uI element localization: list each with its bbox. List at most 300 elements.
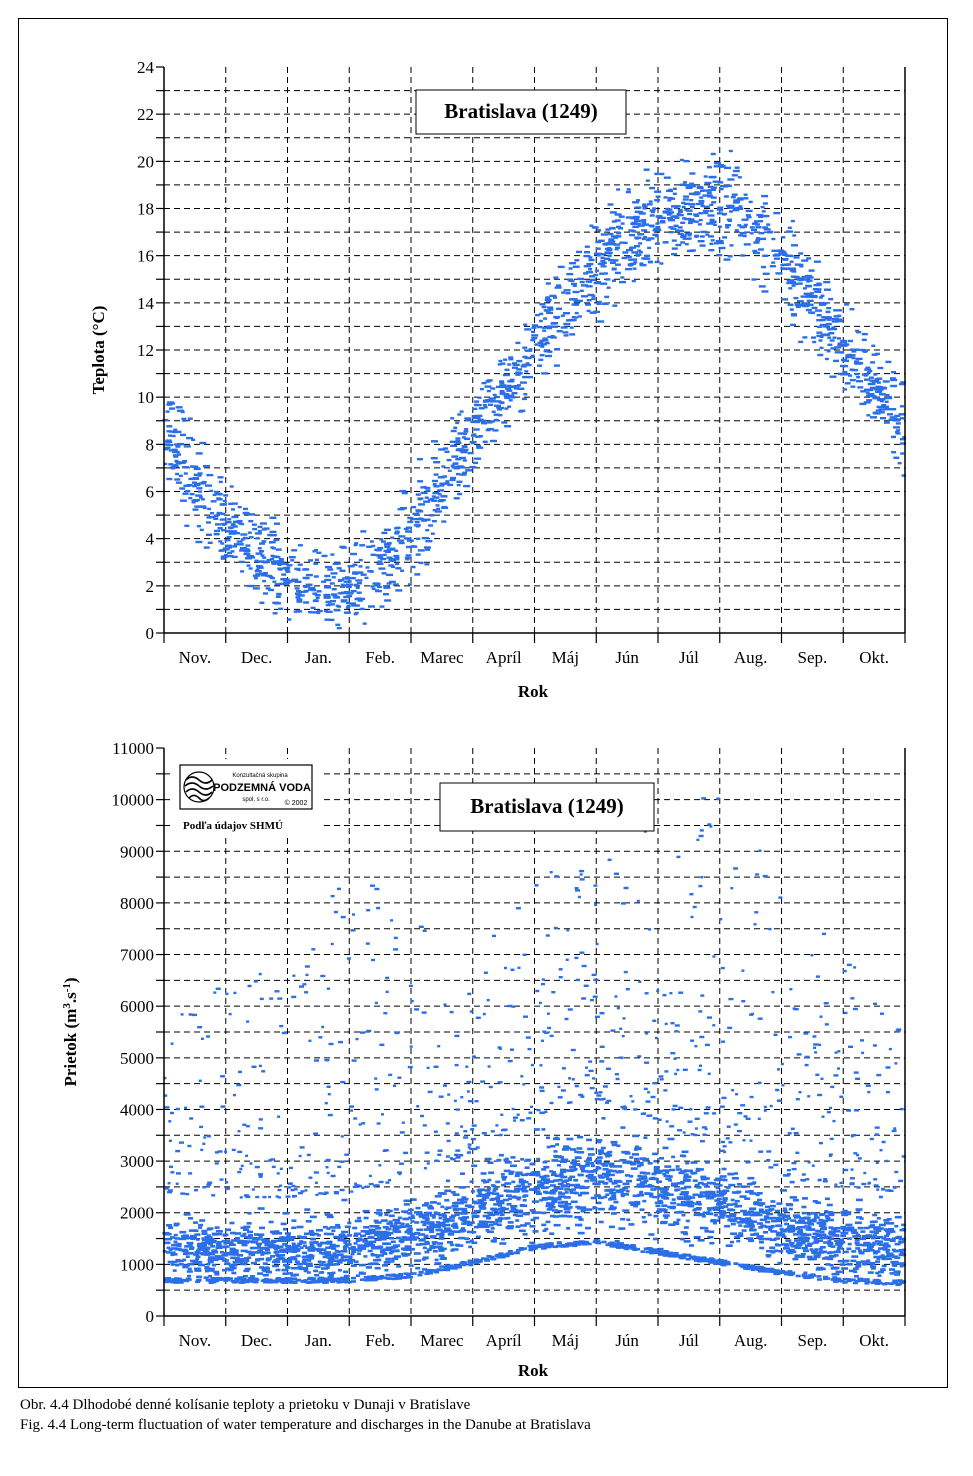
- discharge-point: [481, 1172, 487, 1175]
- discharge-outlier-point: [340, 1189, 345, 1191]
- discharge-point: [495, 1197, 500, 1200]
- discharge-point: [528, 1183, 532, 1186]
- discharge-point: [831, 1267, 838, 1270]
- discharge-point: [534, 1128, 540, 1131]
- discharge-outlier-point: [794, 1008, 799, 1010]
- discharge-outlier-point: [292, 975, 295, 977]
- discharge-point: [626, 1219, 630, 1222]
- discharge-point: [780, 1228, 784, 1231]
- discharge-point: [598, 1174, 603, 1177]
- discharge-point: [285, 1250, 291, 1253]
- discharge-point: [886, 1232, 890, 1235]
- discharge-point: [684, 1226, 689, 1229]
- discharge-point: [552, 1197, 558, 1200]
- discharge-outlier-point: [328, 1114, 333, 1116]
- discharge-point: [815, 1251, 821, 1254]
- discharge-point: [389, 1221, 393, 1224]
- discharge-outlier-point: [815, 1074, 819, 1076]
- discharge-point: [266, 1270, 270, 1273]
- discharge-point: [283, 1228, 287, 1231]
- discharge-point: [825, 1215, 829, 1218]
- discharge-point: [541, 1224, 546, 1227]
- discharge-outlier-point: [306, 974, 309, 976]
- discharge-point: [523, 1233, 528, 1236]
- discharge-point: [564, 1196, 571, 1199]
- discharge-point: [331, 1247, 336, 1250]
- discharge-outlier-point: [434, 1131, 438, 1133]
- discharge-point: [214, 1273, 219, 1276]
- discharge-outlier-point: [600, 1046, 605, 1048]
- discharge-point: [439, 1237, 445, 1240]
- discharge-outlier-point: [617, 1007, 620, 1009]
- discharge-outlier-point: [526, 1036, 531, 1038]
- discharge-point: [357, 1252, 361, 1255]
- discharge-point: [623, 1183, 630, 1186]
- discharge-point: [508, 1221, 514, 1224]
- discharge-outlier-point: [833, 1120, 836, 1122]
- discharge-point: [598, 1180, 605, 1183]
- discharge-outlier-point: [531, 1064, 534, 1066]
- discharge-outlier-point: [277, 1189, 281, 1191]
- y-tick-label: 4: [145, 529, 154, 549]
- discharge-point: [401, 1210, 408, 1213]
- discharge-outlier-point: [291, 996, 296, 998]
- discharge-point: [363, 1255, 367, 1258]
- discharge-point: [372, 1263, 379, 1266]
- discharge-point: [543, 1229, 547, 1232]
- discharge-point: [381, 1219, 388, 1222]
- discharge-point: [771, 1225, 775, 1228]
- discharge-outlier-point: [483, 1013, 486, 1015]
- discharge-point: [455, 1214, 460, 1217]
- discharge-point: [215, 1255, 222, 1258]
- discharge-outlier-point: [258, 1127, 263, 1129]
- discharge-outlier-point: [282, 1032, 287, 1034]
- discharge-outlier-point: [272, 1166, 276, 1168]
- discharge-outlier-point: [326, 1159, 331, 1161]
- discharge-point: [287, 1234, 291, 1237]
- discharge-point: [714, 1199, 720, 1202]
- discharge-outlier-point: [561, 1089, 566, 1091]
- discharge-point: [394, 1208, 399, 1211]
- discharge-outlier-point: [299, 1155, 302, 1157]
- discharge-outlier-point: [791, 1128, 795, 1130]
- discharge-point: [894, 1250, 899, 1253]
- discharge-outlier-point: [361, 1122, 365, 1124]
- discharge-point: [401, 1247, 406, 1250]
- discharge-point: [437, 1202, 441, 1205]
- discharge-outlier-point: [540, 1112, 545, 1114]
- discharge-point: [333, 1245, 340, 1248]
- discharge-outlier-point: [669, 992, 672, 994]
- discharge-point: [330, 1226, 337, 1229]
- y-tick-label: 14: [137, 293, 154, 313]
- discharge-point: [838, 1260, 842, 1263]
- discharge-outlier-point: [456, 1156, 460, 1158]
- discharge-point: [279, 1237, 286, 1240]
- discharge-point: [680, 1181, 685, 1184]
- discharge-point: [862, 1235, 866, 1238]
- discharge-point: [439, 1217, 443, 1220]
- discharge-outlier-point: [600, 1012, 605, 1014]
- discharge-point: [389, 1237, 394, 1240]
- discharge-point: [304, 1270, 308, 1273]
- discharge-point: [686, 1201, 693, 1204]
- discharge-outlier-point: [766, 1150, 771, 1152]
- discharge-outlier-point: [799, 1091, 802, 1093]
- discharge-outlier-point: [331, 943, 334, 945]
- discharge-point: [222, 1240, 228, 1243]
- discharge-point: [770, 1205, 776, 1208]
- discharge-point: [894, 1273, 900, 1276]
- discharge-point: [689, 1244, 694, 1247]
- discharge-point: [661, 1204, 667, 1207]
- discharge-point: [243, 1228, 249, 1231]
- discharge-point: [558, 1204, 564, 1207]
- discharge-point: [597, 1156, 603, 1159]
- discharge-outlier-point: [873, 1003, 877, 1005]
- discharge-outlier-point: [727, 1126, 731, 1128]
- discharge-outlier-point: [176, 1108, 180, 1110]
- discharge-point: [561, 1184, 568, 1187]
- discharge-outlier-point: [622, 1035, 625, 1037]
- discharge-point: [663, 1147, 669, 1150]
- discharge-outlier-point: [673, 1105, 678, 1107]
- discharge-outlier-point: [338, 1041, 343, 1043]
- discharge-point: [716, 1187, 720, 1190]
- discharge-point: [414, 1259, 421, 1262]
- discharge-point: [569, 1184, 575, 1187]
- discharge-outlier-point: [705, 1044, 710, 1046]
- discharge-point: [705, 1161, 710, 1164]
- discharge-point: [414, 1252, 421, 1255]
- discharge-point: [846, 1248, 851, 1251]
- discharge-point: [735, 1191, 740, 1194]
- discharge-outlier-point: [712, 1024, 715, 1026]
- discharge-point: [813, 1241, 819, 1244]
- discharge-point: [270, 1255, 275, 1258]
- discharge-point: [581, 1210, 586, 1213]
- discharge-outlier-point: [305, 965, 310, 967]
- discharge-point: [673, 1221, 679, 1224]
- discharge-outlier-point: [289, 1167, 293, 1169]
- discharge-outlier-point: [308, 1040, 311, 1042]
- discharge-outlier-point: [213, 991, 216, 993]
- discharge-outlier-point: [721, 1141, 725, 1143]
- discharge-point: [321, 1242, 326, 1245]
- discharge-outlier-point: [693, 1134, 697, 1136]
- discharge-outlier-point: [867, 1182, 870, 1184]
- discharge-outlier-point: [858, 1157, 862, 1159]
- discharge-outlier-point: [580, 873, 583, 875]
- discharge-point: [391, 1246, 396, 1249]
- discharge-outlier-point: [547, 1027, 551, 1029]
- discharge-outlier-point: [599, 1060, 604, 1062]
- discharge-point: [516, 1172, 523, 1175]
- discharge-outlier-point: [795, 1152, 799, 1154]
- discharge-outlier-point: [837, 1050, 840, 1052]
- discharge-point: [758, 1202, 765, 1205]
- discharge-point: [634, 1158, 639, 1161]
- discharge-outlier-point: [454, 1100, 457, 1102]
- discharge-point: [643, 1180, 648, 1183]
- discharge-point: [718, 1206, 725, 1209]
- discharge-point: [447, 1241, 453, 1244]
- discharge-point: [815, 1201, 819, 1204]
- discharge-point: [730, 1241, 734, 1244]
- discharge-outlier-point: [388, 1179, 391, 1181]
- discharge-outlier-point: [693, 906, 697, 908]
- discharge-outlier-point: [495, 1124, 498, 1126]
- discharge-point: [258, 1207, 265, 1210]
- discharge-point: [380, 1231, 387, 1234]
- discharge-outlier-point: [411, 1000, 414, 1002]
- discharge-point: [343, 1242, 347, 1245]
- discharge-point: [591, 1170, 597, 1173]
- discharge-outlier-point: [542, 978, 545, 980]
- discharge-outlier-point: [734, 1123, 738, 1125]
- discharge-outlier-point: [774, 1034, 778, 1036]
- discharge-outlier-point: [592, 1077, 595, 1079]
- discharge-point: [422, 1224, 426, 1227]
- discharge-outlier-point: [225, 993, 228, 995]
- discharge-point: [734, 1236, 740, 1239]
- discharge-outlier-point: [423, 930, 427, 932]
- discharge-outlier-point: [820, 1016, 823, 1018]
- discharge-outlier-point: [192, 1014, 197, 1016]
- discharge-outlier-point: [889, 1190, 894, 1192]
- discharge-point: [353, 1235, 358, 1238]
- discharge-outlier-point: [805, 1056, 810, 1058]
- discharge-point: [487, 1187, 491, 1190]
- discharge-point: [303, 1245, 307, 1248]
- discharge-outlier-point: [759, 850, 762, 852]
- discharge-point: [168, 1227, 173, 1230]
- discharge-point: [740, 1210, 747, 1213]
- discharge-point: [442, 1230, 449, 1233]
- discharge-point: [726, 1186, 731, 1189]
- discharge-point: [212, 1264, 216, 1267]
- discharge-point: [597, 1162, 602, 1165]
- discharge-point: [440, 1206, 444, 1209]
- discharge-outlier-point: [593, 884, 597, 886]
- discharge-outlier-point: [603, 1098, 606, 1100]
- discharge-point: [564, 1205, 568, 1208]
- discharge-outlier-point: [637, 900, 640, 902]
- discharge-point: [684, 1195, 691, 1198]
- discharge-outlier-point: [194, 1189, 198, 1191]
- discharge-point: [820, 1246, 826, 1249]
- discharge-point: [759, 1210, 763, 1213]
- discharge-outlier-point: [176, 1172, 181, 1174]
- discharge-point: [640, 1164, 644, 1167]
- discharge-outlier-point: [328, 1093, 331, 1095]
- discharge-outlier-point: [170, 1171, 174, 1173]
- discharge-point: [306, 1220, 312, 1223]
- discharge-point: [216, 1246, 223, 1249]
- discharge-point: [551, 1159, 558, 1162]
- discharge-point: [251, 1262, 257, 1265]
- discharge-outlier-point: [606, 1068, 611, 1070]
- discharge-point: [847, 1263, 853, 1266]
- discharge-point: [536, 1158, 540, 1161]
- discharge-point: [855, 1242, 860, 1245]
- discharge-point: [828, 1214, 834, 1217]
- discharge-point: [667, 1193, 674, 1196]
- discharge-outlier-point: [388, 1074, 392, 1076]
- discharge-point: [684, 1204, 691, 1207]
- discharge-outlier-point: [614, 995, 617, 997]
- discharge-point: [652, 1173, 657, 1176]
- discharge-point: [364, 1217, 369, 1220]
- discharge-outlier-point: [616, 1078, 620, 1080]
- discharge-outlier-point: [455, 1132, 459, 1134]
- discharge-outlier-point: [520, 1075, 523, 1077]
- discharge-outlier-point: [206, 1035, 210, 1037]
- discharge-outlier-point: [677, 1129, 682, 1131]
- discharge-point: [532, 1200, 539, 1203]
- discharge-point: [900, 1264, 907, 1267]
- discharge-outlier-point: [582, 965, 587, 967]
- discharge-outlier-point: [700, 1140, 705, 1142]
- discharge-point: [643, 1136, 647, 1139]
- discharge-point: [576, 1156, 580, 1159]
- discharge-point: [715, 1178, 721, 1181]
- discharge-point: [658, 1195, 664, 1198]
- discharge-point: [710, 1182, 716, 1185]
- discharge-point: [455, 1231, 461, 1234]
- discharge-outlier-point: [259, 1065, 262, 1067]
- discharge-point: [653, 1160, 657, 1163]
- discharge-outlier-point: [467, 1090, 470, 1092]
- discharge-outlier-point: [500, 1114, 503, 1116]
- discharge-outlier-point: [551, 991, 555, 993]
- discharge-outlier-point: [894, 1171, 898, 1173]
- discharge-point: [333, 1236, 337, 1239]
- discharge-outlier-point: [728, 1141, 732, 1143]
- discharge-base-point: [648, 1248, 653, 1251]
- discharge-point: [676, 1165, 680, 1168]
- discharge-base-point: [508, 1250, 513, 1253]
- discharge-point: [304, 1233, 309, 1236]
- discharge-outlier-point: [492, 935, 496, 937]
- discharge-point: [450, 1244, 454, 1247]
- discharge-point: [814, 1254, 818, 1257]
- discharge-outlier-point: [185, 1193, 189, 1195]
- discharge-point: [352, 1227, 357, 1230]
- discharge-point: [516, 1185, 521, 1188]
- discharge-point: [879, 1224, 886, 1227]
- discharge-point: [622, 1187, 628, 1190]
- discharge-outlier-point: [749, 1014, 753, 1016]
- discharge-outlier-point: [764, 1109, 767, 1111]
- discharge-point: [568, 1179, 572, 1182]
- discharge-point: [682, 1155, 686, 1158]
- discharge-point: [658, 1171, 662, 1174]
- discharge-point: [309, 1230, 314, 1233]
- discharge-point: [499, 1154, 504, 1157]
- x-tick-label: Jan.: [304, 648, 332, 667]
- discharge-outlier-point: [695, 1127, 698, 1129]
- discharge-point: [535, 1174, 540, 1177]
- discharge-outlier-point: [529, 1112, 533, 1114]
- discharge-outlier-point: [665, 1023, 668, 1025]
- discharge-outlier-point: [823, 1180, 828, 1182]
- discharge-point: [832, 1234, 836, 1237]
- discharge-point: [801, 1206, 806, 1209]
- discharge-outlier-point: [645, 992, 649, 994]
- discharge-point: [578, 1224, 582, 1227]
- discharge-outlier-point: [703, 1134, 707, 1136]
- discharge-outlier-point: [334, 911, 338, 913]
- discharge-point: [759, 1247, 764, 1250]
- discharge-outlier-point: [327, 1086, 331, 1088]
- discharge-point: [770, 1239, 777, 1242]
- discharge-point: [389, 1252, 393, 1255]
- discharge-outlier-point: [466, 1081, 471, 1083]
- discharge-outlier-point: [383, 1150, 387, 1152]
- discharge-point: [685, 1162, 689, 1165]
- discharge-point: [496, 1200, 503, 1203]
- discharge-point: [850, 1260, 856, 1263]
- discharge-point: [756, 1194, 760, 1197]
- discharge-outlier-point: [590, 999, 594, 1001]
- discharge-point: [396, 1237, 401, 1240]
- discharge-point: [472, 1215, 479, 1218]
- discharge-outlier-point: [409, 985, 413, 987]
- discharge-point: [789, 1242, 795, 1245]
- discharge-point: [215, 1233, 222, 1236]
- discharge-outlier-point: [248, 985, 252, 987]
- discharge-outlier-point: [241, 1165, 244, 1167]
- discharge-point: [493, 1237, 497, 1240]
- discharge-point: [276, 1258, 281, 1261]
- discharge-point: [360, 1235, 366, 1238]
- discharge-point: [515, 1219, 519, 1222]
- discharge-point: [831, 1227, 837, 1230]
- discharge-point: [605, 1193, 609, 1196]
- discharge-outlier-point: [846, 1109, 851, 1111]
- discharge-point: [575, 1206, 580, 1209]
- discharge-point: [748, 1240, 754, 1243]
- discharge-point: [580, 1187, 585, 1190]
- discharge-outlier-point: [427, 1162, 430, 1164]
- discharge-point: [557, 1210, 563, 1213]
- discharge-point: [792, 1258, 798, 1261]
- discharge-point: [401, 1223, 405, 1226]
- discharge-outlier-point: [211, 1194, 215, 1196]
- discharge-point: [581, 1170, 588, 1173]
- discharge-outlier-point: [199, 1080, 202, 1082]
- discharge-point: [511, 1156, 516, 1159]
- discharge-point: [873, 1234, 877, 1237]
- discharge-outlier-point: [721, 967, 725, 969]
- discharge-point: [740, 1219, 744, 1222]
- discharge-point: [776, 1219, 780, 1222]
- discharge-point: [726, 1244, 733, 1247]
- discharge-point: [548, 1204, 554, 1207]
- discharge-point: [343, 1271, 348, 1274]
- discharge-outlier-point: [766, 1159, 770, 1161]
- discharge-outlier-point: [733, 867, 738, 869]
- discharge-point: [612, 1170, 617, 1173]
- x-tick-label: Marec: [420, 648, 464, 667]
- discharge-outlier-point: [829, 1107, 832, 1109]
- discharge-point: [693, 1179, 698, 1182]
- discharge-point: [451, 1224, 458, 1227]
- discharge-point: [236, 1240, 243, 1243]
- discharge-outlier-point: [819, 1142, 823, 1144]
